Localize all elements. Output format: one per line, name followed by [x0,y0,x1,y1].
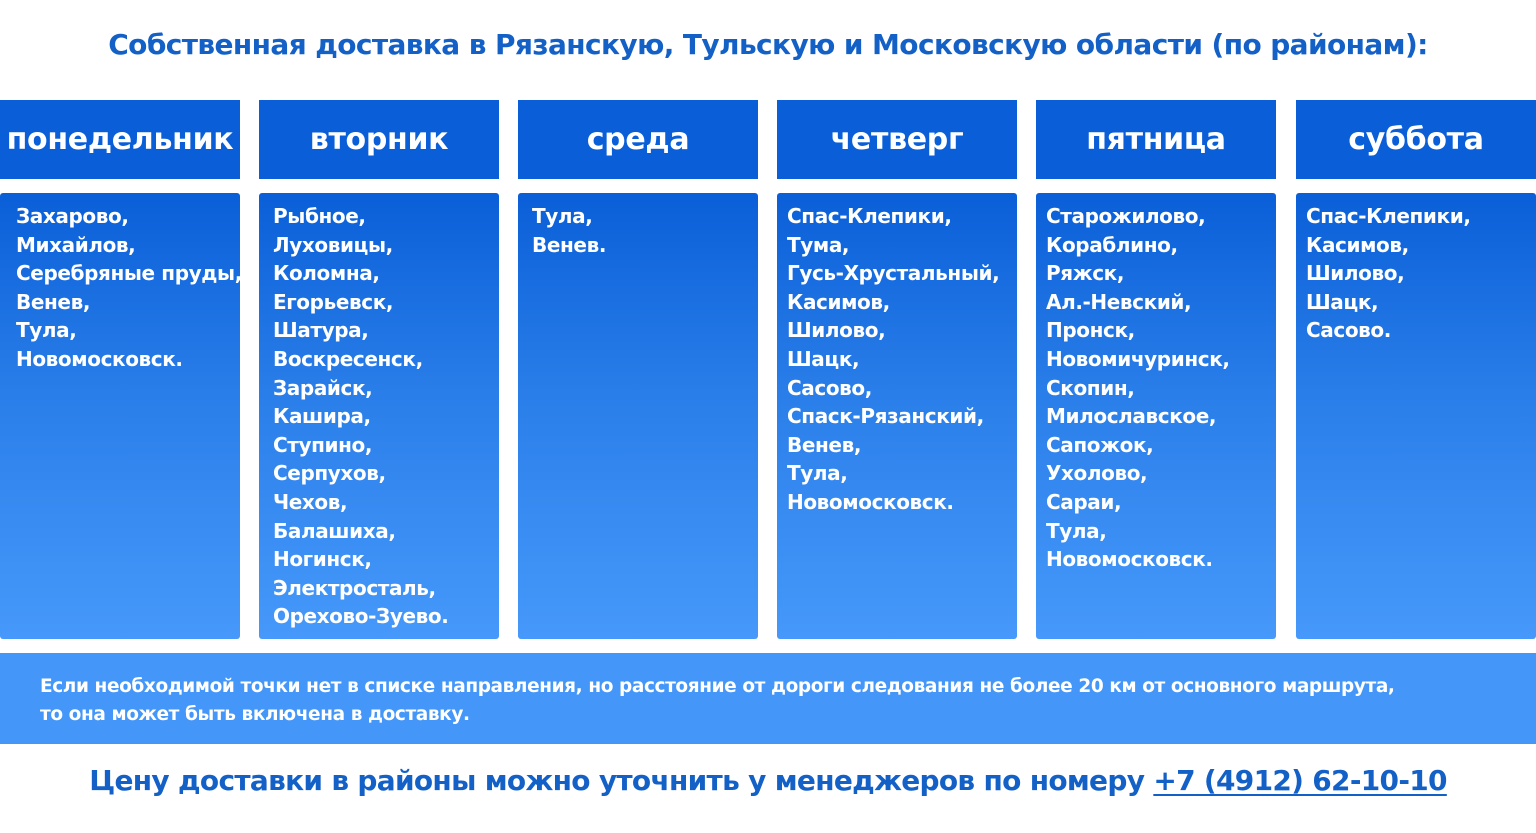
day-column-friday [1036,193,1276,639]
page-title: Собственная доставка в Рязанскую, Тульскую и Московскую области (по районам): [108,28,1428,61]
note-line-1: Если необходимой точки нет в списке направления, но расстояние от дороги следования не более 20 км от основного маршрута, [40,676,1395,697]
town-item: Серебряные пруды, [16,261,242,286]
day-column-thursday [777,193,1017,639]
note-banner [0,653,1536,744]
town-item: Захарово, [16,204,129,228]
town-item: Шацк, [1306,289,1379,314]
town-item: Венев. [532,232,607,257]
day-column-tuesday [259,193,499,639]
town-item: Ал.-Невский, [1046,289,1192,314]
town-item: Шацк, [787,346,860,371]
note-line-2: то она может быть включена в доставку. [40,704,470,725]
town-item: Сасово. [1306,318,1391,343]
town-item: Рыбное, [273,204,366,228]
day-header-tuesday: вторник [259,100,499,179]
town-item: Спаск-Рязанский, [787,404,984,429]
town-item: Ступино, [273,432,373,457]
town-item: Спас-Клепики, [1306,204,1471,228]
town-item: Кашира, [273,404,371,429]
town-item: Спас-Клепики, [787,204,952,228]
town-item: Ряжск, [1046,261,1125,286]
town-item: Егорьевск, [273,289,394,314]
town-item: Касимов, [1306,232,1409,257]
town-item: Новомосковск. [16,346,183,371]
town-item: Гусь-Хрустальный, [787,261,1000,286]
town-item: Зарайск, [273,375,373,400]
note-text [40,673,1480,729]
day-header-friday: пятница [1036,100,1276,179]
town-item: Шилово, [1306,261,1405,286]
town-item: Новомосковск. [1046,547,1213,572]
day-header-saturday: суббота [1296,100,1536,179]
town-list-wednesday [532,202,758,259]
town-item: Воскресенск, [273,346,423,371]
day-column-wednesday [518,193,758,639]
town-item: Чехов, [273,489,348,514]
town-item: Тума, [787,232,850,257]
town-item: Шатура, [273,318,369,343]
town-item: Сасово, [787,375,872,400]
town-item: Новомичуринск, [1046,346,1230,371]
town-item: Ногинск, [273,547,372,572]
day-column-saturday [1296,193,1536,639]
town-item: Коломна, [273,261,380,286]
town-item: Тула, [532,204,593,228]
day-header-wednesday: среда [518,100,758,179]
footer-text: Цену доставки в районы можно уточнить у менеджеров по номеру [89,764,1145,797]
town-item: Касимов, [787,289,890,314]
town-item: Пронск, [1046,318,1135,343]
town-item: Старожилово, [1046,204,1206,228]
town-item: Тула, [16,318,77,343]
town-item: Луховицы, [273,232,393,257]
footer-contact [0,764,1536,797]
day-column-monday [0,193,240,639]
town-item: Орехово-Зуево. [273,604,449,629]
town-item: Милославское, [1046,404,1217,429]
town-item: Кораблино, [1046,232,1178,257]
town-item: Шилово, [787,318,886,343]
town-item: Новомосковск. [787,489,954,514]
town-list-friday [1046,202,1276,574]
town-item: Тула, [787,461,848,486]
town-item: Венев, [787,432,862,457]
town-item: Сапожок, [1046,432,1154,457]
town-item: Скопин, [1046,375,1135,400]
town-item: Венев, [16,289,91,314]
town-item: Михайлов, [16,232,136,257]
town-list-tuesday [273,202,499,631]
town-list-monday [16,202,240,374]
town-list-thursday [787,202,1017,517]
phone-link[interactable]: +7 (4912) 62-10-10 [1153,764,1447,797]
town-list-saturday [1306,202,1536,345]
town-item: Электросталь, [273,575,436,600]
town-item: Сараи, [1046,489,1122,514]
day-header-monday: понедельник [0,100,240,179]
day-header-thursday: четверг [777,100,1017,179]
town-item: Ухолово, [1046,461,1148,486]
town-item: Балашиха, [273,518,396,543]
town-item: Тула, [1046,518,1107,543]
town-item: Серпухов, [273,461,386,486]
